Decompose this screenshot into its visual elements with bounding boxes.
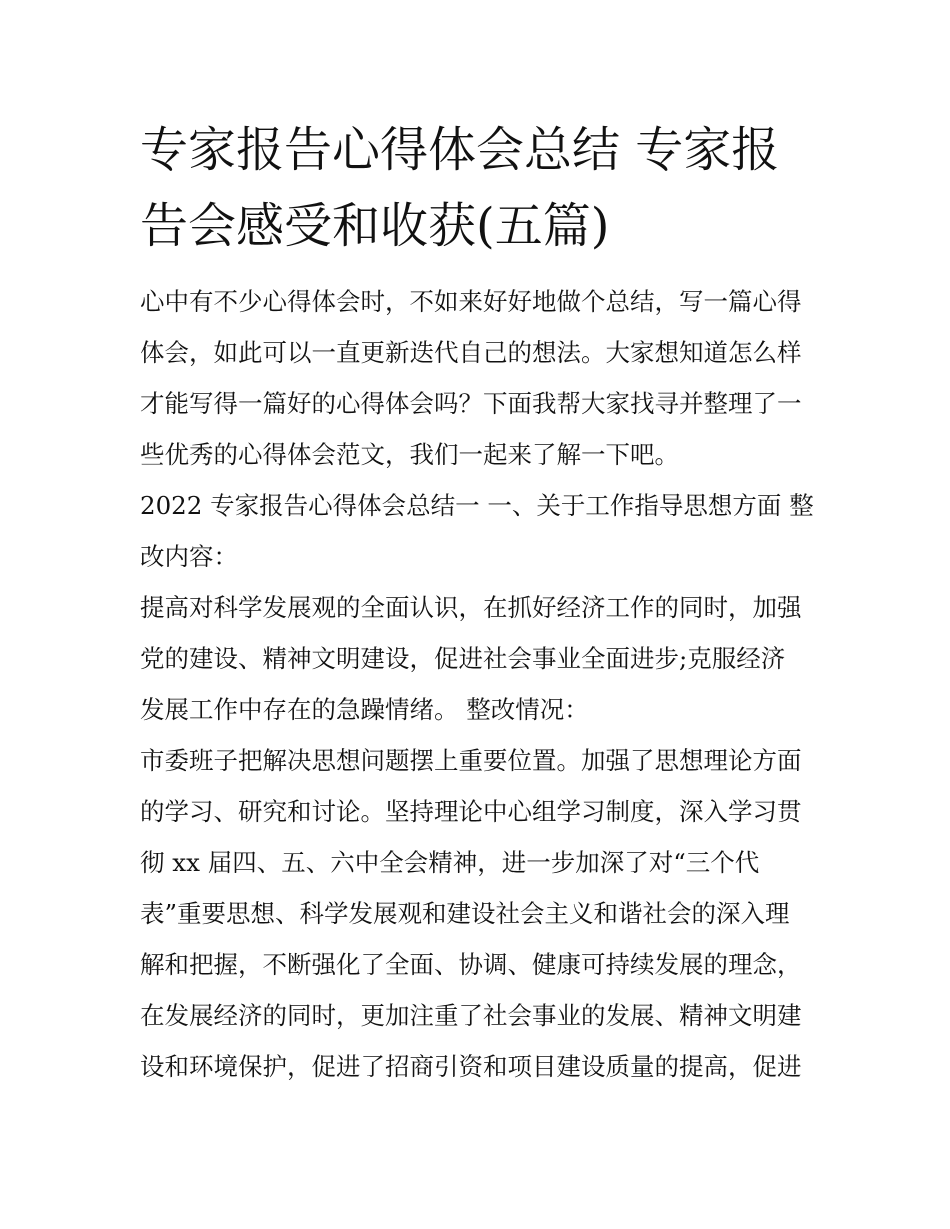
body-line: 改内容： xyxy=(140,542,238,571)
body-line: 的学习、研究和讨论。坚持理论中心组学习制度，深入学习贯 xyxy=(140,797,802,826)
body-line: 解和把握，不断强化了全面、协调、健康可持续发展的理念， xyxy=(140,950,802,979)
title-line-1: 专家报告心得体会总结 专家报 xyxy=(140,122,780,178)
body-line: 些优秀的心得体会范文，我们一起来了解一下吧。 xyxy=(140,440,679,469)
document-title xyxy=(140,112,820,264)
body-line: 2022 专家报告心得体会总结一 一、关于工作指导思想方面 整 xyxy=(140,491,814,520)
document-body xyxy=(140,276,820,1092)
body-line: 发展工作中存在的急躁情绪。 整改情况： xyxy=(140,695,589,724)
title-line-2: 告会感受和收获(五篇) xyxy=(140,198,610,254)
body-line: 才能写得一篇好的心得体会吗？下面我帮大家找寻并整理了一 xyxy=(140,389,802,418)
body-line: 表”重要思想、科学发展观和建设社会主义和谐社会的深入理 xyxy=(140,899,790,928)
body-line: 在发展经济的同时，更加注重了社会事业的发展、精神文明建 xyxy=(140,1001,802,1030)
body-line: 体会，如此可以一直更新迭代自己的想法。大家想知道怎么样 xyxy=(140,338,802,367)
body-line: 市委班子把解决思想问题摆上重要位置。加强了思想理论方面 xyxy=(140,746,802,775)
body-line: 心中有不少心得体会时，不如来好好地做个总结，写一篇心得 xyxy=(140,287,802,316)
body-line: 党的建设、精神文明建设，促进社会事业全面进步;克服经济 xyxy=(140,644,786,673)
body-line: 提高对科学发展观的全面认识，在抓好经济工作的同时，加强 xyxy=(140,593,802,622)
body-line: 设和环境保护，促进了招商引资和项目建设质量的提高，促进 xyxy=(140,1052,802,1081)
body-line: 彻 xx 届四、五、六中全会精神，进一步加深了对“三个代 xyxy=(140,848,760,877)
